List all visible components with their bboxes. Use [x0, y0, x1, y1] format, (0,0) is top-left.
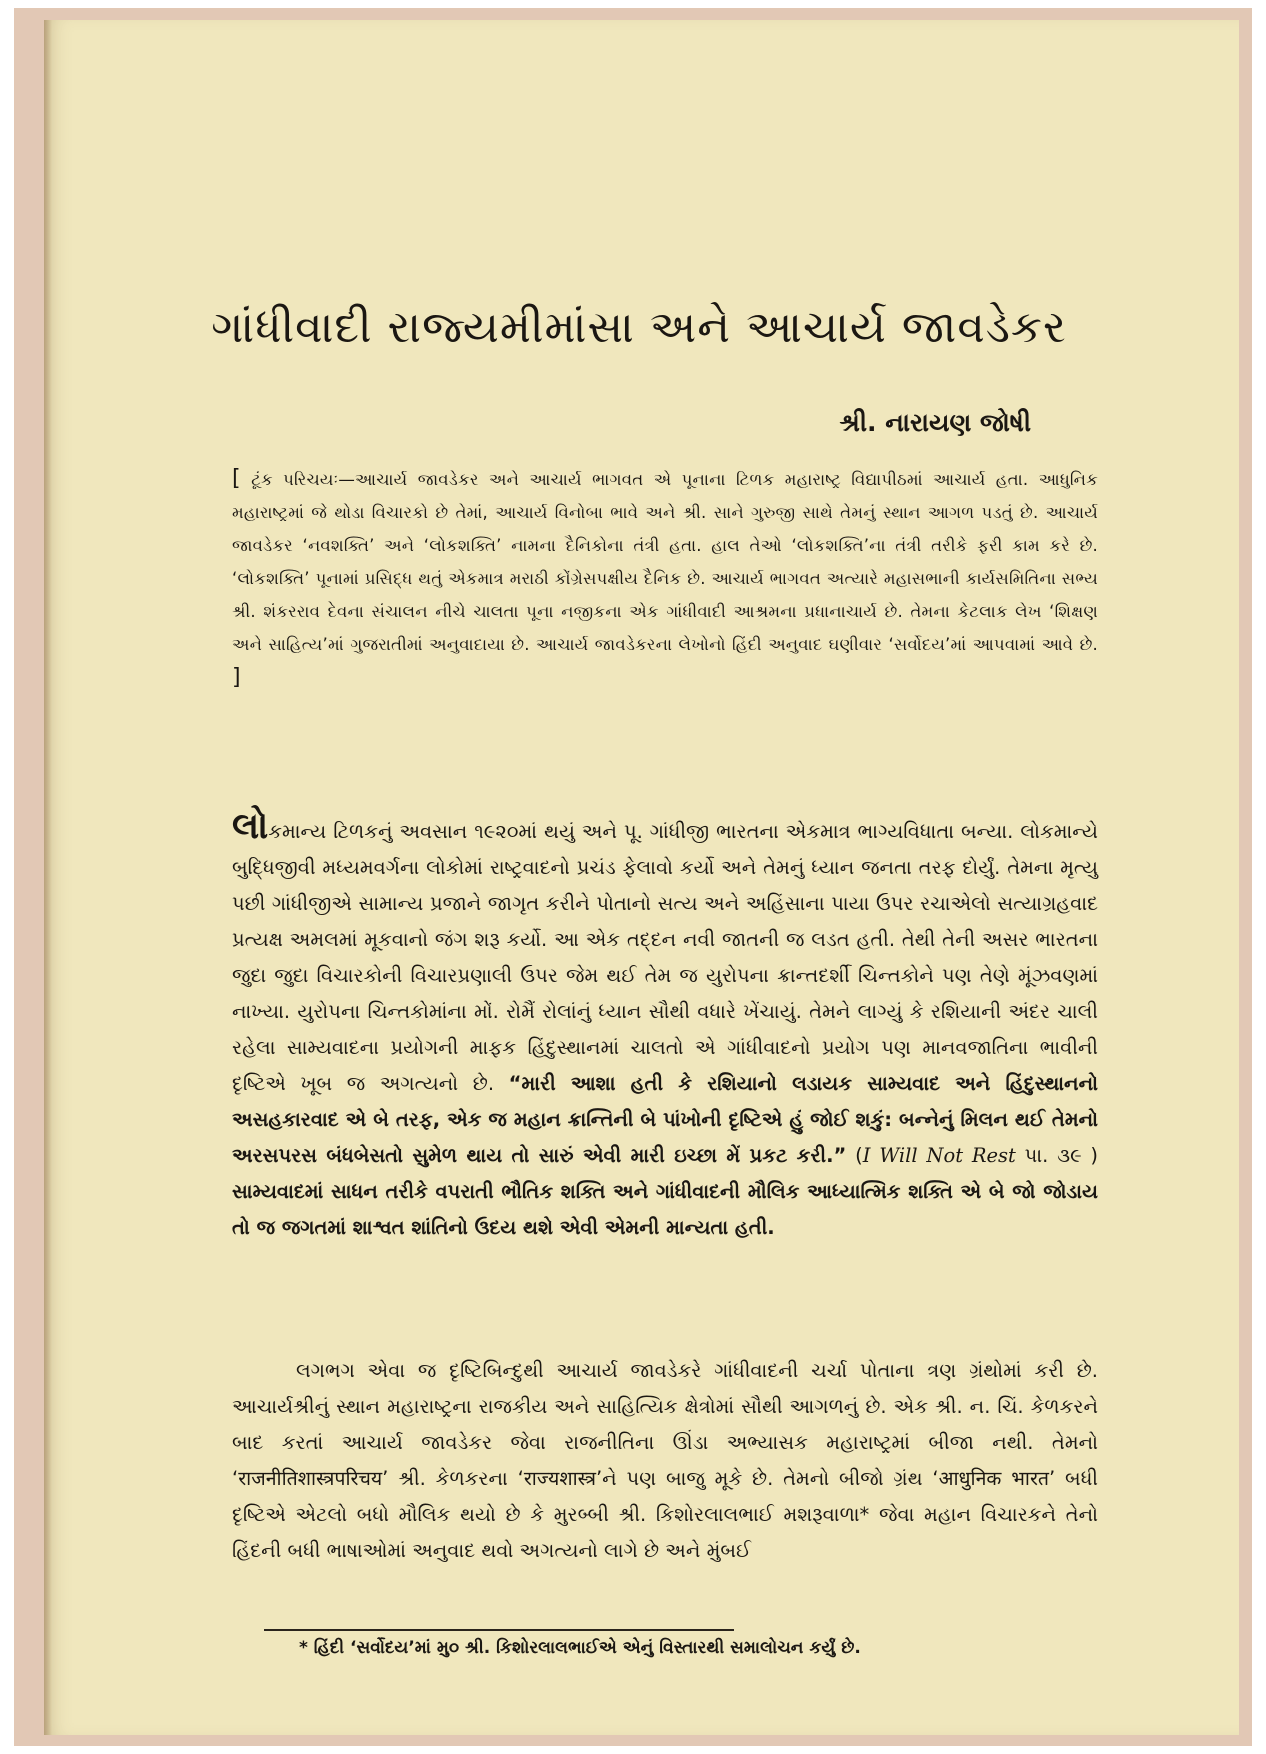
body-paragraph-1 — [232, 806, 1098, 1246]
intro-open-bracket: [ — [232, 466, 241, 491]
scan-background — [14, 8, 1252, 1746]
footnote-separator — [264, 1629, 734, 1631]
citation-page: પા. ૩૯ ) — [1024, 1144, 1098, 1167]
p1-conclusion: સામ્યવાદમાં સાધન તરીકે વપરાતી ભૌતિક શક્તિ અને ગાંધીવાદની મૌલિક આધ્યાત્મિક શક્તિ એ બે જો જોડાય તો જ જગતમાં શાશ્વત શાંતિનો ઉદય થશે એવી એમની માન્યતા હતી. — [232, 1180, 1098, 1239]
page-spine-shadow — [44, 20, 52, 1735]
footnote: * હિંદી ‘સર્વોદય’માં મુ૦ શ્રી. કિશોરલાલભાઈએ એનું વિસ્તારથી સમાલોચન કર્યું છે. — [299, 1638, 861, 1658]
article-author: શ્રી. નારાયણ જોષી — [839, 408, 1031, 437]
p1-text: કમાન્ય ટિળકનું અવસાન ૧૯૨૦માં થયું અને પૂ. ગાંધીજી ભારતના એકમાત્ર ભાગ્યવિધાતા બન્યા. લોકમાન્યે બુદ્ધિજીવી મધ્યમવર્ગના લોકોમાં રાષ્ટ્રવાદનો પ્રચંડ ફેલાવો કર્યો અને તેમનું ધ્યાન જનતા તરફ દોર્યું. તેમના મૃત્યુ પછી ગાંધીજીએ સામાન્ય પ્રજાને જાગૃત કરીને પોતાનો સત્ય અને અહિંસાના પાયા ઉપર રચાએલો સત્યાગ્રહવાદ પ્રત્યક્ષ અમલમાં મૂકવાનો જંગ શરૂ કર્યો. આ એક તદ્દન નવી જાતની જ લડત હતી. તેથી તેની અસર ભારતના જુદા જુદા વિચારકોની વિચારપ્રણાલી ઉપર જેમ થઈ તેમ જ યુરોપના ક્રાન્તદર્શી ચિન્તકોને પણ તેણે મૂંઝવણમાં નાખ્યા. યુરોપના ચિન્તકોમાંના મોં. રોમૈં રોલાંનું ધ્યાન સૌથી વધારે ખેંચાયું. તેમને લાગ્યું કે રશિયાની અંદર ચાલી રહેલા સામ્યવાદના પ્રયોગની માફક હિંદુસ્થાનમાં ચાલતો એ ગાંધીવાદનો પ્રયોગ પણ માનવજાતિના ભાવીની દૃષ્ટિએ ખૂબ જ અગત્યનો છે. — [232, 820, 1098, 1095]
document-page — [44, 20, 1239, 1735]
intro-close-bracket: ] — [232, 665, 241, 690]
citation-open: ( — [855, 1144, 863, 1167]
body-paragraph-2: લગભગ એવા જ દૃષ્ટિબિન્દુથી આચાર્ય જાવડેકરે ગાંધીવાદની ચર્ચા પોતાના ત્રણ ગ્રંથોમાં કરી છે. આચાર્યશ્રીનું સ્થાન મહારાષ્ટ્રના રાજકીય અને સાહિત્યિક ક્ષેત્રોમાં સૌથી આગળનું છે. એક શ્રી. ન. ચિં. કેળકરને બાદ કરતાં આચાર્ય જાવડેકર જેવા રાજનીતિના ઊંડા અભ્યાસક મહારાષ્ટ્રમાં બીજા નથી. તેમનો ‘राजनीतिशास्त्रपरिचय’ શ્રી. કેળકરના ‘राज्यशास्त्र’ને પણ બાજુ મૂકે છે. તેમનો બીજો ગ્રંથ ‘आधुनिक भारत’ બધી દૃષ્ટિએ એટલો બધો મૌલિક થયો છે કે મુરબ્બી શ્રી. કિશોરલાલભાઈ મશરૂવાળા* જેવા મહાન વિચારકને તેનો હિંદની બધી ભાષાઓમાં અનુવાદ થવો અગત્યનો લાગે છે અને મુંબઈ — [232, 1359, 1098, 1562]
p1-quotation: “મારી આશા હતી કે રશિયાનો લડાયક સામ્યવાદ અને હિંદુસ્થાનનો અસહકારવાદ એ બે તરફ, એક જ મહાન ક્રાન્તિની બે પાંખોની દૃષ્ટિએ હું જોઈ શકું: બન્નેનું મિલન થઈ તેમનો અરસપરસ બંધબેસતો સુમેળ થાય તો સારું એવી મારી ઇચ્છા મેં પ્રકટ કરી.” — [232, 1072, 1098, 1167]
intro-text: ટૂંક પરિચયઃ—આચાર્ય જાવડેકર અને આચાર્ય ભાગવત એ પૂનાના ટિળક મહારાષ્ટ્ર વિદ્યાપીઠમાં આચાર્ય હતા. આધુનિક મહારાષ્ટ્રમાં જે થોડા વિચારકો છે તેમાં, આચાર્ય વિનોબા ભાવે અને શ્રી. સાને ગુરુજી સાથે તેમનું સ્થાન આગળ પડતું છે. આચાર્ય જાવડેકર ‘નવશક્તિ’ અને ‘લોકશક્તિ’ નામના દૈનિકોના તંત્રી હતા. હાલ તેઓ ‘લોકશક્તિ’ના તંત્રી તરીકે ફરી કામ કરે છે. ‘લોકશક્તિ’ પૂનામાં પ્રસિદ્ધ થતું એકમાત્ર મરાઠી કોંગ્રેસપક્ષીય દૈનિક છે. આચાર્ય ભાગવત અત્યારે મહાસભાની કાર્યસમિતિના સભ્ય શ્રી. શંકરરાવ દેવના સંચાલન નીચે ચાલતા પૂના નજીકના એક ગાંધીવાદી આશ્રમના પ્રધાનાચાર્ય છે. તેમના કેટલાક લેખ ‘શિક્ષણ અને સાહિત્ય’માં ગુજરાતીમાં અનુવાદાયા છે. આચાર્ય જાવડેકરના લેખોનો હિંદી અનુવાદ ઘણીવાર ‘સર્વોદય’માં આપવામાં આવે છે. — [232, 470, 1098, 654]
intro-paragraph — [232, 462, 1098, 695]
drop-cap: લો — [232, 806, 269, 847]
citation-book-title: I Will Not Rest — [862, 1144, 1016, 1167]
article-title: ગાંધીવાદી રાજ્યમીમાંસા અને આચાર્ય જાવડેકર — [211, 302, 1067, 353]
